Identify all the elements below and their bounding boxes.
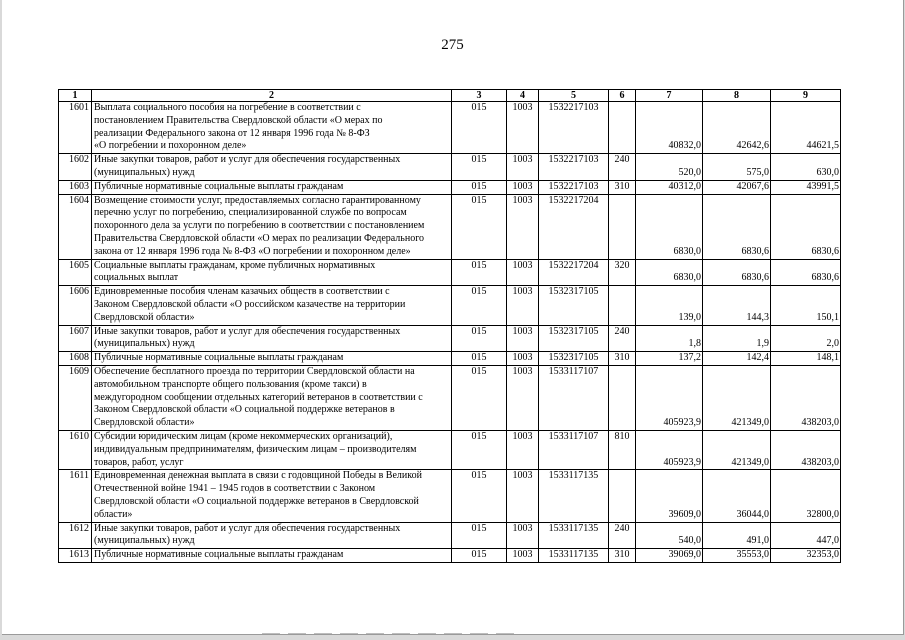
expense-type-code: 240	[609, 325, 636, 352]
description-line: Отечественной войне 1941 – 1945 годов в соответствии с Законом	[94, 483, 376, 495]
description-line: Иные закупки товаров, работ и услуг для обеспечения государственных	[94, 522, 401, 534]
description-line: Правительства Свердловской области «О мерах по реализации Федерального	[94, 232, 425, 244]
description-line: реализации Федерального закона от 12 января 1996 года № 8-ФЗ	[94, 127, 370, 139]
description-line: постановлением Правительства Свердловской области «О мерах по	[94, 114, 383, 126]
description-line: Свердловской области»	[94, 417, 195, 429]
amount-year-3: 6830,6	[771, 194, 841, 259]
amount-year-1: 40312,0	[636, 180, 703, 194]
amount-year-2: 142,4	[703, 352, 771, 366]
row-code: 1612	[59, 522, 92, 549]
row-description	[92, 154, 452, 181]
row-code: 1611	[59, 470, 92, 522]
amount-year-1: 6830,0	[636, 194, 703, 259]
description-line: Выплата социального пособия на погребение в соответствии с	[94, 102, 361, 113]
row-code: 1601	[59, 102, 92, 154]
description-line: перечню услуг по погребению, специализированной службе по вопросам	[94, 207, 407, 219]
section-code: 1003	[507, 259, 539, 286]
scan-artifact	[262, 633, 522, 635]
expense-type-code	[609, 470, 636, 522]
section-code: 1003	[507, 522, 539, 549]
amount-year-3: 32800,0	[771, 470, 841, 522]
description-line: (муниципальных) нужд	[94, 338, 195, 350]
expense-type-code: 310	[609, 180, 636, 194]
row-code: 1602	[59, 154, 92, 181]
column-header: 4	[507, 90, 539, 102]
ministry-code: 015	[452, 430, 507, 469]
row-code: 1604	[59, 194, 92, 259]
page-number: 275	[441, 37, 464, 53]
table-row	[59, 325, 841, 352]
column-header: 8	[703, 90, 771, 102]
ministry-code: 015	[452, 286, 507, 325]
expense-type-code	[609, 365, 636, 430]
row-description	[92, 102, 452, 154]
row-code: 1608	[59, 352, 92, 366]
expense-type-code: 240	[609, 154, 636, 181]
description-line: Иные закупки товаров, работ и услуг для обеспечения государственных	[94, 325, 401, 337]
column-header: 6	[609, 90, 636, 102]
amount-year-1: 540,0	[636, 522, 703, 549]
section-code: 1003	[507, 154, 539, 181]
row-description	[92, 325, 452, 352]
description-line: Субсидии юридическим лицам (кроме некоммерческих организаций),	[94, 430, 393, 442]
table-row	[59, 430, 841, 469]
description-line: Свердловской области «О социальной поддержке ветеранов в Свердловской	[94, 495, 419, 507]
column-header: 7	[636, 90, 703, 102]
amount-year-3: 44621,5	[771, 102, 841, 154]
description-line: Обеспечение бесплатного проезда по территории Свердловской области на	[94, 365, 415, 377]
description-line: Публичные нормативные социальные выплаты гражданам	[94, 352, 344, 364]
amount-year-1: 6830,0	[636, 259, 703, 286]
target-article-code: 1533117107	[539, 430, 609, 469]
table-row	[59, 352, 841, 366]
target-article-code: 1532317105	[539, 325, 609, 352]
section-code: 1003	[507, 194, 539, 259]
amount-year-1: 40832,0	[636, 102, 703, 154]
row-description	[92, 259, 452, 286]
column-header: 5	[539, 90, 609, 102]
amount-year-2: 491,0	[703, 522, 771, 549]
amount-year-1: 1,8	[636, 325, 703, 352]
amount-year-1: 39609,0	[636, 470, 703, 522]
ministry-code: 015	[452, 549, 507, 563]
description-line: Законом Свердловской области «О российском казачестве на территории	[94, 298, 406, 310]
section-code: 1003	[507, 180, 539, 194]
description-line: «О погребении и похоронном деле»	[94, 140, 247, 152]
description-line: Социальные выплаты гражданам, кроме публичных нормативных	[94, 259, 376, 271]
row-description	[92, 180, 452, 194]
table-row	[59, 180, 841, 194]
row-code: 1603	[59, 180, 92, 194]
table-row	[59, 154, 841, 181]
column-header: 1	[59, 90, 92, 102]
description-line: индивидуальным предпринимателям, физическим лицам – производителям	[94, 443, 417, 455]
ministry-code: 015	[452, 365, 507, 430]
description-line: Публичные нормативные социальные выплаты гражданам	[94, 549, 344, 561]
description-line: товаров, работ, услуг	[94, 456, 184, 468]
ministry-code: 015	[452, 180, 507, 194]
table-row	[59, 286, 841, 325]
amount-year-1: 139,0	[636, 286, 703, 325]
target-article-code: 1532217204	[539, 194, 609, 259]
expense-type-code: 310	[609, 549, 636, 563]
target-article-code: 1532317105	[539, 286, 609, 325]
expense-type-code: 810	[609, 430, 636, 469]
expense-type-code	[609, 102, 636, 154]
table-row	[59, 365, 841, 430]
row-description	[92, 522, 452, 549]
amount-year-2: 575,0	[703, 154, 771, 181]
description-line: области»	[94, 508, 133, 520]
description-line: автомобильном транспорте общего пользования (кроме такси) в	[94, 378, 367, 390]
amount-year-1: 405923,9	[636, 430, 703, 469]
amount-year-1: 137,2	[636, 352, 703, 366]
table-row	[59, 194, 841, 259]
row-description	[92, 194, 452, 259]
section-code: 1003	[507, 470, 539, 522]
section-code: 1003	[507, 286, 539, 325]
row-code: 1610	[59, 430, 92, 469]
description-line: Возмещение стоимости услуг, предоставляемых согласно гарантированному	[94, 194, 421, 206]
description-line: Публичные нормативные социальные выплаты гражданам	[94, 180, 344, 192]
amount-year-2: 144,3	[703, 286, 771, 325]
column-header: 3	[452, 90, 507, 102]
row-description	[92, 470, 452, 522]
description-line: Законом Свердловской области «О социальной поддержке ветеранов в	[94, 404, 395, 416]
amount-year-2: 421349,0	[703, 430, 771, 469]
table-row	[59, 549, 841, 563]
target-article-code: 1532317105	[539, 352, 609, 366]
amount-year-2: 1,9	[703, 325, 771, 352]
amount-year-3: 438203,0	[771, 365, 841, 430]
ministry-code: 015	[452, 259, 507, 286]
description-line: (муниципальных) нужд	[94, 535, 195, 547]
amount-year-1: 39069,0	[636, 549, 703, 563]
ministry-code: 015	[452, 470, 507, 522]
row-code: 1607	[59, 325, 92, 352]
description-line: Единовременная денежная выплата в связи с годовщиной Победы в Великой	[94, 470, 422, 482]
amount-year-3: 148,1	[771, 352, 841, 366]
amount-year-1: 520,0	[636, 154, 703, 181]
description-line: (муниципальных) нужд	[94, 166, 195, 178]
ministry-code: 015	[452, 522, 507, 549]
row-description	[92, 430, 452, 469]
amount-year-2: 35553,0	[703, 549, 771, 563]
table-row	[59, 470, 841, 522]
ministry-code: 015	[452, 194, 507, 259]
amount-year-2: 421349,0	[703, 365, 771, 430]
amount-year-3: 150,1	[771, 286, 841, 325]
ministry-code: 015	[452, 352, 507, 366]
amount-year-3: 43991,5	[771, 180, 841, 194]
amount-year-3: 32353,0	[771, 549, 841, 563]
row-description	[92, 365, 452, 430]
target-article-code: 1533117135	[539, 549, 609, 563]
amount-year-3: 630,0	[771, 154, 841, 181]
amount-year-2: 36044,0	[703, 470, 771, 522]
description-line: междугородном сообщении отдельных категорий ветеранов в соответствии с	[94, 391, 423, 403]
amount-year-1: 405923,9	[636, 365, 703, 430]
column-header: 9	[771, 90, 841, 102]
row-code: 1613	[59, 549, 92, 563]
description-line: похоронного дела за услуги по погребению в соответствии с постановлением	[94, 220, 425, 232]
amount-year-3: 2,0	[771, 325, 841, 352]
section-code: 1003	[507, 102, 539, 154]
target-article-code: 1532217103	[539, 102, 609, 154]
budget-table	[58, 89, 841, 563]
table-row	[59, 522, 841, 549]
amount-year-2: 6830,6	[703, 259, 771, 286]
description-line: социальных выплат	[94, 272, 179, 284]
amount-year-3: 438203,0	[771, 430, 841, 469]
target-article-code: 1532217204	[539, 259, 609, 286]
description-line: Свердловской области»	[94, 311, 195, 323]
section-code: 1003	[507, 352, 539, 366]
row-code: 1609	[59, 365, 92, 430]
target-article-code: 1533117107	[539, 365, 609, 430]
table-row	[59, 102, 841, 154]
table-body	[59, 102, 841, 563]
amount-year-3: 6830,6	[771, 259, 841, 286]
target-article-code: 1532217103	[539, 154, 609, 181]
row-code: 1606	[59, 286, 92, 325]
target-article-code: 1532217103	[539, 180, 609, 194]
ministry-code: 015	[452, 154, 507, 181]
section-code: 1003	[507, 325, 539, 352]
description-line: Единовременные пособия членам казачьих обществ в соответствии с	[94, 286, 390, 298]
section-code: 1003	[507, 549, 539, 563]
target-article-code: 1533117135	[539, 470, 609, 522]
header-row	[59, 90, 841, 102]
expense-type-code	[609, 194, 636, 259]
amount-year-3: 447,0	[771, 522, 841, 549]
description-line: Иные закупки товаров, работ и услуг для обеспечения государственных	[94, 154, 401, 166]
row-code: 1605	[59, 259, 92, 286]
section-code: 1003	[507, 430, 539, 469]
expense-type-code: 310	[609, 352, 636, 366]
section-code: 1003	[507, 365, 539, 430]
target-article-code: 1533117135	[539, 522, 609, 549]
row-description	[92, 286, 452, 325]
expense-type-code: 320	[609, 259, 636, 286]
document-page	[2, 0, 904, 635]
row-description	[92, 549, 452, 563]
amount-year-2: 42067,6	[703, 180, 771, 194]
column-header: 2	[92, 90, 452, 102]
ministry-code: 015	[452, 102, 507, 154]
expense-type-code	[609, 286, 636, 325]
row-description	[92, 352, 452, 366]
description-line: закона от 12 января 1996 года № 8-ФЗ «О погребении и похоронном деле»	[94, 245, 411, 257]
amount-year-2: 6830,6	[703, 194, 771, 259]
expense-type-code: 240	[609, 522, 636, 549]
amount-year-2: 42642,6	[703, 102, 771, 154]
table-row	[59, 259, 841, 286]
ministry-code: 015	[452, 325, 507, 352]
